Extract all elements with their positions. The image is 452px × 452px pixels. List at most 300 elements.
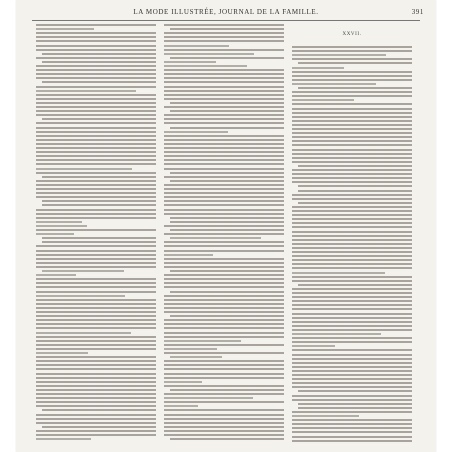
text-line	[36, 131, 156, 133]
text-line	[292, 181, 412, 183]
text-line	[36, 250, 156, 252]
text-line	[164, 303, 284, 305]
text-line	[298, 403, 412, 405]
text-line	[292, 243, 412, 245]
text-line	[36, 405, 156, 407]
text-line	[164, 40, 284, 42]
text-line	[292, 399, 412, 401]
text-line	[292, 431, 412, 433]
text-line	[164, 45, 229, 47]
text-line	[292, 374, 412, 376]
text-line	[164, 368, 284, 370]
text-line	[164, 32, 284, 34]
text-line	[170, 102, 284, 104]
text-line	[36, 340, 156, 342]
text-line	[36, 299, 156, 301]
text-line	[36, 368, 156, 370]
text-line	[292, 354, 412, 356]
text-line	[36, 122, 156, 124]
text-line	[164, 159, 284, 161]
text-line	[298, 407, 412, 409]
text-line	[164, 77, 284, 79]
text-line	[36, 36, 156, 38]
text-line	[164, 295, 284, 297]
text-line	[164, 401, 284, 403]
text-line	[36, 422, 156, 424]
text-line	[36, 245, 156, 247]
text-line	[292, 415, 359, 417]
text-line	[292, 149, 412, 151]
text-line	[164, 307, 284, 309]
text-line	[42, 409, 156, 411]
text-line	[36, 393, 156, 395]
text-line	[292, 341, 412, 343]
text-line	[36, 356, 156, 358]
text-line	[292, 325, 412, 327]
text-line	[36, 98, 156, 100]
text-line	[36, 315, 156, 317]
text-line	[36, 233, 74, 235]
text-line	[298, 284, 412, 286]
text-line	[164, 434, 284, 436]
text-line	[292, 95, 412, 97]
text-line	[292, 128, 412, 130]
text-line	[36, 278, 156, 280]
text-lines	[36, 24, 156, 446]
text-line	[164, 24, 284, 26]
text-line	[292, 116, 412, 118]
text-line	[36, 49, 156, 51]
text-line	[36, 274, 76, 276]
text-line	[36, 114, 156, 116]
text-line	[36, 364, 156, 366]
text-line	[292, 440, 412, 442]
text-line	[164, 327, 284, 329]
text-line	[164, 422, 284, 424]
text-line	[292, 272, 385, 274]
text-line	[292, 349, 412, 351]
text-line	[292, 362, 412, 364]
text-line	[292, 267, 412, 269]
text-line	[164, 266, 284, 268]
text-line	[292, 136, 412, 138]
text-line	[292, 161, 412, 163]
text-line	[36, 332, 131, 334]
text-line	[164, 131, 228, 133]
section-title: XXVII.	[342, 32, 362, 37]
text-line	[164, 36, 284, 38]
text-line	[36, 254, 156, 256]
text-line	[164, 385, 284, 387]
text-line	[292, 71, 412, 73]
text-line	[298, 87, 412, 89]
text-line	[292, 83, 376, 85]
text-line	[164, 282, 284, 284]
text-line	[164, 122, 284, 124]
text-line	[292, 251, 412, 253]
text-line	[42, 200, 156, 202]
text-line	[292, 296, 412, 298]
text-line	[292, 79, 412, 81]
text-line	[42, 81, 156, 83]
text-lines	[292, 24, 412, 446]
text-line	[298, 185, 412, 187]
text-line	[292, 144, 412, 146]
text-line	[164, 381, 202, 383]
text-line	[36, 381, 156, 383]
text-line	[42, 61, 156, 63]
text-line	[36, 73, 156, 75]
text-line	[164, 348, 217, 350]
text-line	[36, 336, 156, 338]
text-line	[164, 139, 284, 141]
text-line	[42, 270, 124, 272]
text-line	[36, 147, 156, 149]
text-line	[292, 337, 412, 339]
text-line	[292, 313, 412, 315]
text-line	[164, 204, 284, 206]
text-line	[36, 90, 136, 92]
text-line	[164, 168, 284, 170]
text-line	[292, 239, 412, 241]
text-line	[36, 188, 156, 190]
text-line	[292, 132, 412, 134]
text-line	[164, 364, 284, 366]
text-line	[36, 184, 156, 186]
text-line	[292, 358, 412, 360]
text-line	[292, 91, 412, 93]
text-line	[164, 143, 284, 145]
text-line	[292, 153, 412, 155]
text-line	[164, 98, 284, 100]
text-line	[36, 168, 132, 170]
text-line	[170, 127, 284, 129]
text-line	[36, 295, 125, 297]
text-line	[36, 225, 87, 227]
text-line	[36, 196, 156, 198]
text-line	[36, 65, 156, 67]
text-line	[36, 135, 156, 137]
text-line	[292, 345, 335, 347]
text-line	[164, 258, 284, 260]
text-line	[292, 280, 412, 282]
text-line	[36, 102, 156, 104]
text-line	[36, 110, 156, 112]
text-line	[164, 163, 284, 165]
text-line	[164, 233, 284, 235]
text-line	[36, 86, 156, 88]
text-line	[164, 299, 284, 301]
text-line	[36, 266, 156, 268]
text-line	[36, 414, 156, 416]
text-line	[164, 332, 284, 334]
text-line	[292, 124, 412, 126]
text-line	[164, 106, 284, 108]
text-line	[164, 426, 284, 428]
text-line	[292, 54, 386, 56]
text-line	[36, 127, 156, 129]
text-line	[292, 67, 344, 69]
text-line	[164, 192, 284, 194]
text-line	[36, 282, 156, 284]
text-line	[292, 370, 412, 372]
text-line	[164, 393, 284, 395]
text-line	[164, 155, 284, 157]
text-line	[36, 180, 156, 182]
text-line	[36, 430, 156, 432]
text-line	[292, 103, 412, 105]
text-line	[292, 259, 412, 261]
text-line	[36, 438, 91, 440]
text-line	[164, 377, 284, 379]
text-line	[292, 222, 412, 224]
text-line	[292, 194, 412, 196]
text-line	[298, 165, 412, 167]
text-line	[164, 209, 284, 211]
text-line	[36, 348, 156, 350]
text-line	[36, 163, 156, 165]
page	[16, 0, 436, 452]
text-line	[36, 385, 156, 387]
text-line	[36, 106, 156, 108]
text-line	[36, 319, 156, 321]
running-header	[16, 8, 436, 20]
text-line	[292, 317, 412, 319]
text-line	[164, 61, 216, 63]
text-line	[164, 397, 253, 399]
text-line	[292, 263, 412, 265]
text-line	[164, 414, 284, 416]
text-line	[292, 108, 412, 110]
text-line	[170, 221, 284, 223]
text-line	[164, 53, 254, 55]
text-line	[170, 237, 261, 239]
text-line	[42, 204, 156, 206]
text-line	[164, 405, 198, 407]
text-line	[36, 155, 156, 157]
text-line	[164, 373, 284, 375]
text-line	[292, 75, 412, 77]
text-line	[36, 377, 156, 379]
text-line	[292, 140, 412, 142]
text-line	[170, 315, 284, 317]
text-line	[292, 169, 412, 171]
text-line	[292, 423, 412, 425]
text-line	[164, 278, 284, 280]
text-line	[36, 258, 156, 260]
text-lines	[164, 24, 284, 446]
text-column-right	[292, 24, 412, 446]
text-line	[164, 69, 284, 71]
text-line	[36, 40, 156, 42]
text-line	[164, 323, 284, 325]
text-line	[36, 397, 156, 399]
text-line	[292, 308, 412, 310]
text-line	[36, 94, 156, 96]
text-line	[164, 352, 284, 354]
text-line	[164, 118, 284, 120]
text-line	[164, 245, 284, 247]
text-line	[292, 157, 412, 159]
text-line	[292, 120, 412, 122]
text-line	[36, 24, 156, 26]
text-line	[36, 28, 94, 30]
text-line	[36, 291, 156, 293]
text-line	[36, 323, 156, 325]
text-line	[36, 373, 156, 375]
text-line	[36, 209, 156, 211]
text-line	[42, 53, 156, 55]
text-line	[164, 319, 284, 321]
text-line	[164, 311, 284, 313]
text-line	[164, 86, 284, 88]
text-line	[36, 262, 156, 264]
text-line	[292, 333, 381, 335]
text-line	[42, 118, 156, 120]
text-line	[292, 218, 412, 220]
text-line	[298, 202, 412, 204]
text-line	[164, 262, 284, 264]
text-line	[170, 438, 284, 440]
text-line	[292, 231, 412, 233]
text-line	[170, 356, 222, 358]
text-line	[36, 418, 156, 420]
text-line	[170, 28, 284, 30]
text-line	[292, 58, 412, 60]
text-line	[36, 217, 156, 219]
text-line	[292, 276, 412, 278]
text-line	[164, 73, 284, 75]
text-line	[292, 255, 412, 257]
text-line	[292, 288, 412, 290]
text-line	[298, 190, 412, 192]
text-line	[36, 192, 156, 194]
text-line	[36, 311, 156, 313]
text-line	[298, 390, 412, 392]
header-rule	[32, 20, 420, 21]
text-line	[292, 386, 412, 388]
text-line	[36, 360, 156, 362]
text-line	[36, 32, 156, 34]
text-line	[292, 247, 412, 249]
text-line	[36, 229, 156, 231]
text-line	[164, 336, 284, 338]
text-line	[292, 411, 412, 413]
text-line	[170, 180, 284, 182]
text-line	[292, 436, 412, 438]
text-line	[36, 352, 88, 354]
text-line	[170, 110, 284, 112]
text-line	[292, 210, 412, 212]
text-line	[292, 382, 412, 384]
text-line	[292, 395, 412, 397]
text-line	[170, 57, 284, 59]
text-line	[36, 221, 82, 223]
text-line	[42, 241, 156, 243]
text-line	[164, 196, 284, 198]
text-line	[164, 94, 284, 96]
text-line	[292, 378, 412, 380]
text-line	[164, 409, 284, 411]
text-line	[292, 50, 412, 52]
text-line	[164, 49, 284, 51]
text-line	[164, 114, 284, 116]
text-line	[292, 99, 354, 101]
text-line	[292, 419, 412, 421]
text-line	[292, 206, 412, 208]
text-line	[164, 225, 284, 227]
text-line	[170, 291, 284, 293]
text-line	[42, 426, 156, 428]
text-line	[164, 418, 284, 420]
text-line	[164, 135, 284, 137]
text-line	[36, 139, 156, 141]
text-line	[36, 327, 156, 329]
text-line	[292, 112, 412, 114]
page-number: 391	[411, 8, 424, 16]
text-line	[292, 321, 412, 323]
text-line	[164, 188, 284, 190]
text-line	[42, 237, 156, 239]
text-line	[36, 344, 156, 346]
text-line	[164, 147, 284, 149]
text-line	[164, 213, 284, 215]
text-line	[292, 198, 412, 200]
text-line	[36, 213, 156, 215]
text-line	[36, 307, 156, 309]
text-line	[292, 366, 412, 368]
text-line	[292, 300, 412, 302]
text-line	[292, 177, 412, 179]
text-line	[164, 430, 284, 432]
text-line	[36, 286, 156, 288]
text-line	[164, 184, 284, 186]
text-line	[164, 90, 284, 92]
text-line	[292, 226, 412, 228]
text-line	[164, 250, 284, 252]
text-line	[164, 81, 284, 83]
text-line	[170, 172, 284, 174]
text-line	[292, 173, 412, 175]
text-line	[36, 57, 156, 59]
text-line	[164, 151, 284, 153]
header-title: LA MODE ILLUSTRÉE, JOURNAL DE LA FAMILLE.	[133, 8, 319, 16]
text-line	[36, 69, 156, 71]
text-line	[292, 235, 412, 237]
text-line	[292, 292, 412, 294]
text-line	[164, 340, 241, 342]
text-line	[36, 401, 156, 403]
text-column-left	[36, 24, 156, 446]
text-line	[36, 77, 156, 79]
text-line	[170, 270, 284, 272]
text-line	[164, 344, 284, 346]
text-line	[36, 151, 156, 153]
text-line	[42, 176, 156, 178]
text-line	[292, 329, 412, 331]
text-line	[36, 389, 156, 391]
text-line	[170, 389, 284, 391]
text-line	[170, 229, 284, 231]
text-line	[164, 254, 213, 256]
text-line	[292, 214, 412, 216]
text-line	[36, 434, 156, 436]
text-line	[292, 427, 412, 429]
text-line	[164, 274, 284, 276]
text-line	[36, 303, 156, 305]
text-line	[164, 176, 284, 178]
text-line	[164, 241, 284, 243]
